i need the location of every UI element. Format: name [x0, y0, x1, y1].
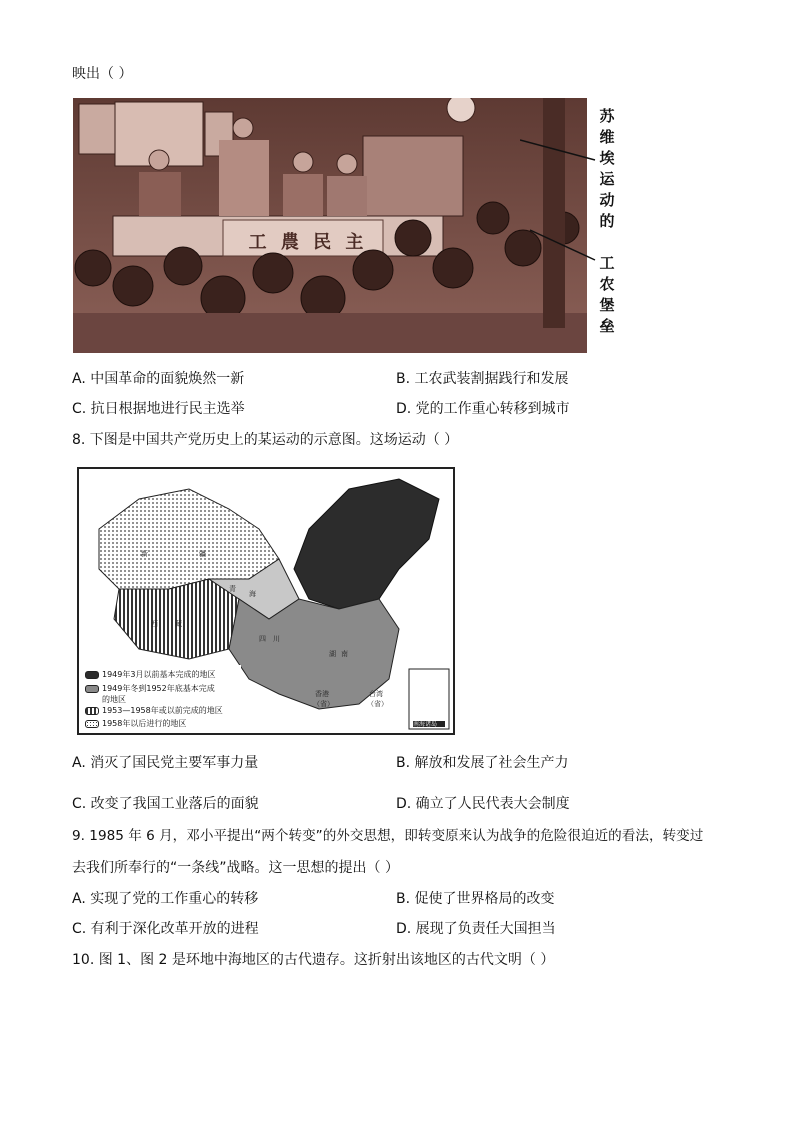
caption-char: 埃: [599, 149, 615, 167]
inset-label: 南海诸岛: [413, 721, 438, 728]
q7-option-b[interactable]: B. 工农武装割据践行和发展: [396, 371, 569, 387]
q10-stem: 10. 图 1、图 2 是环地中海地区的古代遗存。这折射出该地区的古代文明（ ）: [72, 952, 555, 968]
caption-char: 的: [599, 212, 615, 230]
photo-caption-vertical: [597, 106, 617, 337]
q8-option-a[interactable]: A. 消灭了国民党主要军事力量: [72, 755, 259, 771]
legend-item-2: 1949年冬到1952年底基本完成的地区: [85, 683, 222, 705]
q8-option-b[interactable]: B. 解放和发展了社会生产力: [396, 755, 569, 771]
q8-option-c[interactable]: C. 改变了我国工业落后的面貌: [72, 796, 259, 812]
caption-char: 运: [599, 170, 615, 188]
q7-option-d[interactable]: D. 党的工作重心转移到城市: [396, 401, 570, 417]
map-label: 南: [341, 650, 348, 658]
q7-option-c[interactable]: C. 抗日根据地进行民主选举: [72, 401, 245, 417]
legend-item-3: 1953—1958年或以前完成的地区: [85, 705, 223, 716]
legend-swatch: [85, 671, 99, 679]
q7-historical-photo: [73, 98, 587, 353]
q9-stem-line2: 去我们所奉行的“一条线”战略。这一思想的提出（ ）: [72, 860, 399, 876]
caption-char: 工: [599, 254, 615, 272]
q9-option-b[interactable]: B. 促使了世界格局的改变: [396, 891, 555, 907]
map-label: 新: [141, 550, 148, 558]
caption-char: 垒: [599, 317, 615, 335]
caption-char: 维: [599, 128, 615, 146]
legend-swatch: [85, 707, 99, 715]
legend-swatch: [85, 720, 99, 728]
map-label: 海: [249, 590, 256, 598]
map-label: 湖: [329, 650, 336, 658]
caption-char: 动: [599, 191, 615, 209]
legend-swatch: [85, 685, 99, 693]
legend-item-4: 1958年以后进行的地区: [85, 718, 186, 729]
map-label: 川: [273, 635, 280, 643]
q9-option-d[interactable]: D. 展现了负责任大国担当: [396, 921, 556, 937]
map-label: （省）: [367, 700, 388, 708]
map-label: 台湾: [369, 690, 383, 698]
map-label: 四: [259, 635, 266, 643]
map-label: 西: [151, 620, 158, 628]
q7-option-a[interactable]: A. 中国革命的面貌焕然一新: [72, 371, 245, 387]
legend-item-1: 1949年3月以前基本完成的地区: [85, 669, 215, 680]
q8-option-d[interactable]: D. 确立了人民代表大会制度: [396, 796, 570, 812]
map-label: （省）: [313, 700, 334, 708]
q8-map-figure: [77, 467, 455, 735]
map-label: 青: [229, 585, 236, 593]
map-label: 香港: [315, 690, 329, 698]
map-region-northwest: [99, 489, 279, 589]
q9-option-a[interactable]: A. 实现了党的工作重心的转移: [72, 891, 259, 907]
q7-stem-tail: 映出（ ）: [72, 66, 133, 82]
caption-char: 苏: [599, 107, 615, 125]
caption-char: 农: [599, 275, 615, 293]
map-region-north: [294, 479, 439, 609]
photo-banner: 工 農 民 主: [248, 232, 368, 253]
photo-illustration: [73, 98, 587, 353]
q9-stem-line1: 9. 1985 年 6 月，邓小平提出“两个转变”的外交思想，即转变原来认为战争的危险很迫近的看法，转变过: [72, 828, 704, 844]
q9-option-c[interactable]: C. 有利于深化改革开放的进程: [72, 921, 259, 937]
q8-stem: 8. 下图是中国共产党历史上的某运动的示意图。这场运动（ ）: [72, 432, 459, 448]
map-label: 疆: [199, 550, 206, 558]
map-label: 藏: [175, 620, 182, 628]
caption-char: 堡: [599, 296, 615, 314]
